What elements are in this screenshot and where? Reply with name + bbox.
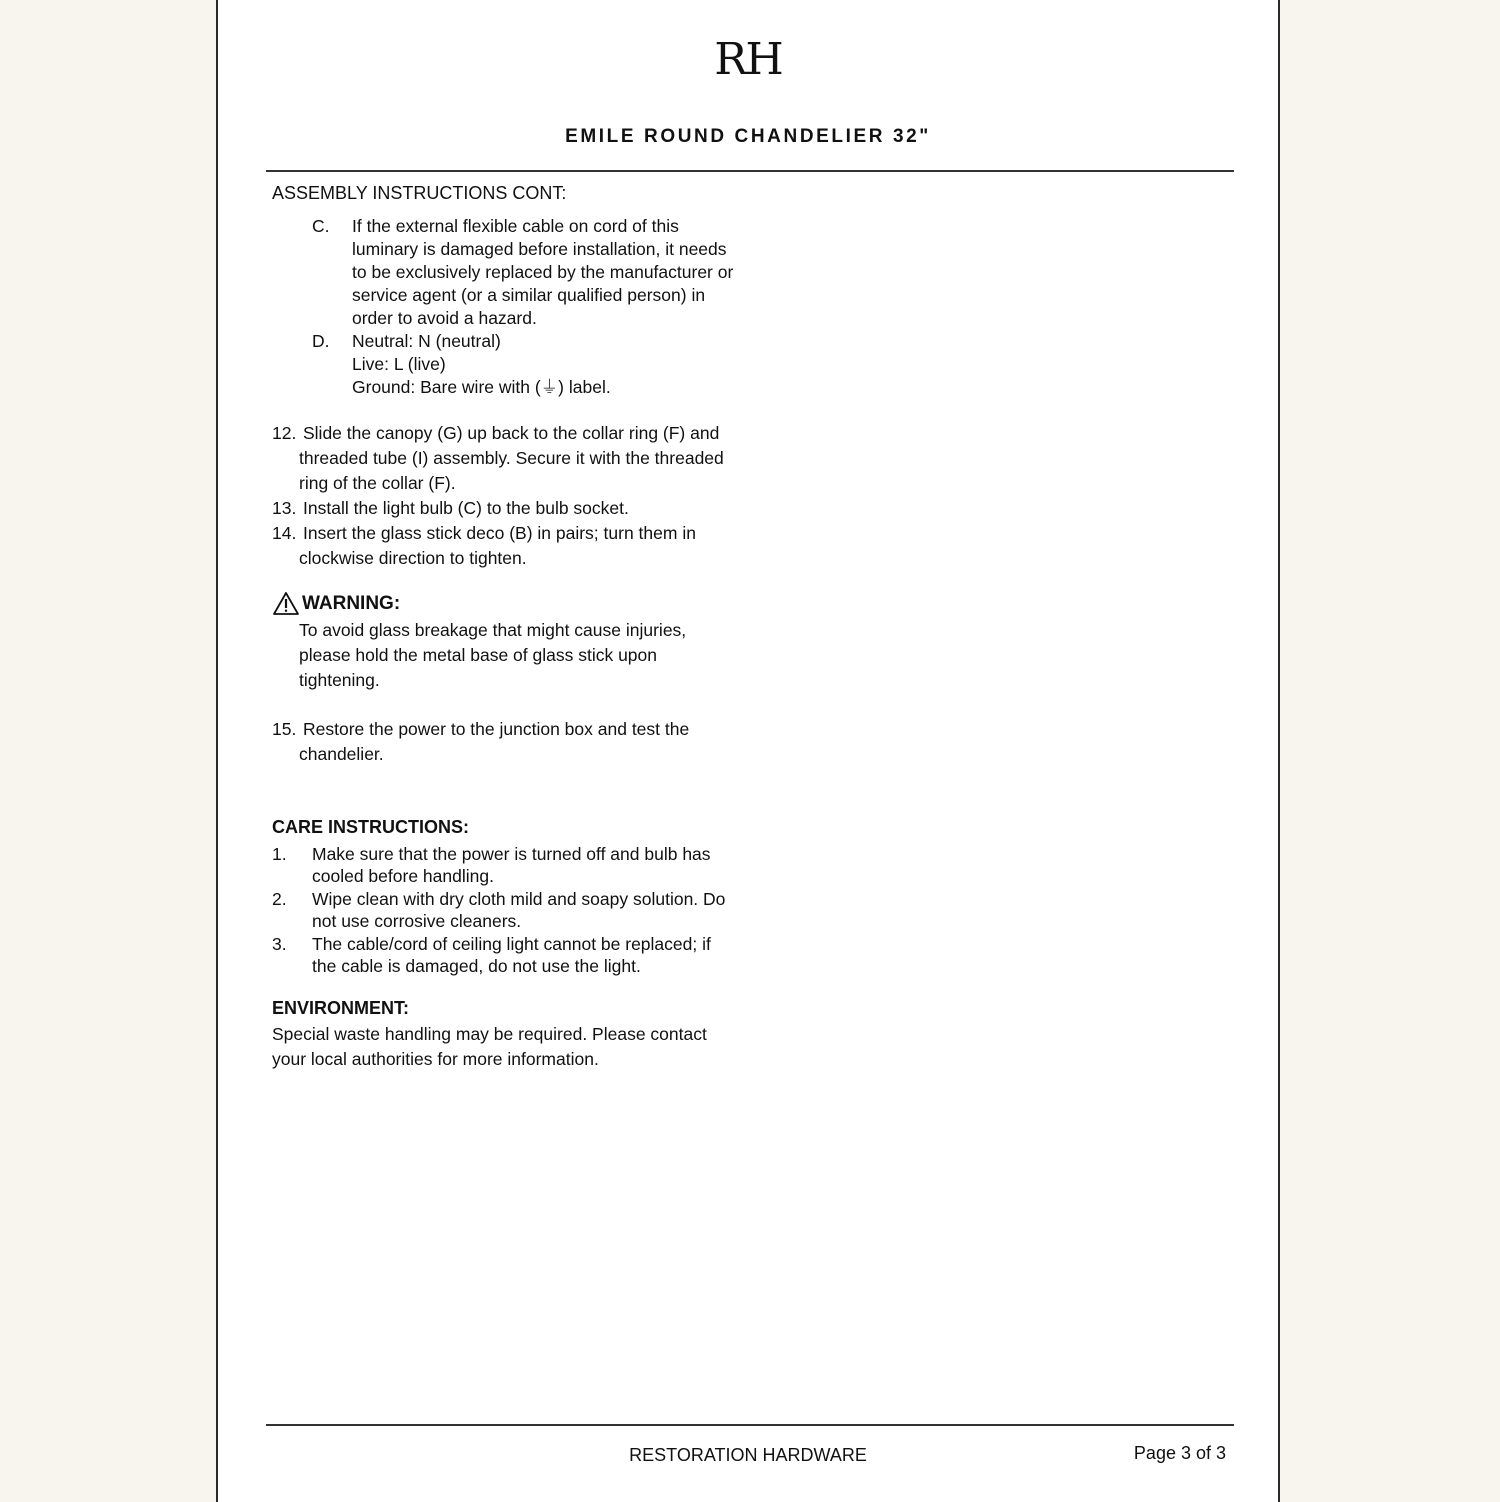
step-text [299,717,772,767]
list-item [272,933,772,977]
step-number: 15. [272,719,297,739]
footer-divider [266,1424,1234,1426]
care-list [272,843,772,977]
text-line: chandelier. [299,744,384,764]
assembly-final-step [272,717,772,767]
footer-company: RESTORATION HARDWARE [629,1445,867,1465]
text-line: cooled before handling. [312,866,494,886]
step-text [299,421,772,496]
assembly-steps [272,421,772,571]
text-line: ring of the collar (F). [299,473,456,493]
list-item [312,330,772,399]
text-line: clockwise direction to tighten. [299,548,527,568]
list-item [272,421,772,496]
item-text [352,215,772,330]
item-label: 2. [272,889,287,909]
text-line: luminary is damaged before installation, it needs [352,239,727,259]
text-line: threaded tube (I) assembly. Secure it with the threaded [299,448,724,468]
list-item [272,843,772,887]
item-text [312,888,772,932]
text-line: Slide the canopy (G) up back to the collar ring (F) and [303,423,720,443]
warning-block [272,591,772,693]
text-line: your local authorities for more information. [272,1049,599,1069]
text-line: Restore the power to the junction box and test the [303,719,690,739]
header-divider [266,170,1234,172]
brand-logo: RH [714,34,782,85]
text-line: To avoid glass breakage that might cause injuries, [299,620,687,640]
item-text [312,933,772,977]
text-line: Make sure that the power is turned off and bulb has [312,844,711,864]
warning-triangle-icon [272,591,300,616]
text-line: Insert the glass stick deco (B) in pairs; turn them in [303,523,696,543]
text-line: Live: L (live) [352,354,446,374]
environment-text [272,1022,772,1072]
warning-text [299,618,772,693]
step-text [299,521,772,571]
text-line: Wipe clean with dry cloth mild and soapy solution. Do [312,889,726,909]
item-label: 1. [272,844,287,864]
item-text [312,843,772,887]
document-title: EMILE ROUND CHANDELIER 32" [565,126,931,147]
text-line: Special waste handling may be required. Please contact [272,1024,707,1044]
list-item [312,215,772,330]
text-line: service agent (or a similar qualified person) in [352,285,706,305]
document-page [216,0,1280,1502]
text-line: Neutral: N (neutral) [352,331,501,351]
item-label: D. [312,331,330,351]
care-heading: CARE INSTRUCTIONS: [272,817,469,837]
text-line: The cable/cord of ceiling light cannot be replaced; if [312,934,711,954]
text-line: Ground: Bare wire with (⏚) label. [352,377,611,397]
environment-heading: ENVIRONMENT: [272,998,410,1018]
step-number: 12. [272,423,297,443]
list-item [272,496,772,521]
step-number: 13. [272,498,297,518]
text-line: tightening. [299,670,380,690]
warning-heading: WARNING: [302,593,401,614]
step-text [303,496,772,521]
assembly-heading: ASSEMBLY INSTRUCTIONS CONT: [272,183,567,203]
assembly-sub-list [312,215,772,399]
list-item [272,521,772,571]
text-line: Install the light bulb (C) to the bulb socket. [303,498,629,518]
text-line: If the external flexible cable on cord of this [352,216,679,236]
warning-heading-row [272,591,772,616]
text-line: not use corrosive cleaners. [312,911,522,931]
item-label: C. [312,216,330,236]
page-number: Page 3 of 3 [1133,1443,1226,1463]
list-item [272,888,772,932]
text-line: to be exclusively replaced by the manufacturer or [352,262,734,282]
text-line: order to avoid a hazard. [352,308,537,328]
text-line: the cable is damaged, do not use the light. [312,956,641,976]
item-text [352,330,772,399]
step-number: 14. [272,523,297,543]
text-line: please hold the metal base of glass stick upon [299,645,657,665]
list-item [272,717,772,767]
document-body [272,182,772,1072]
item-label: 3. [272,934,287,954]
